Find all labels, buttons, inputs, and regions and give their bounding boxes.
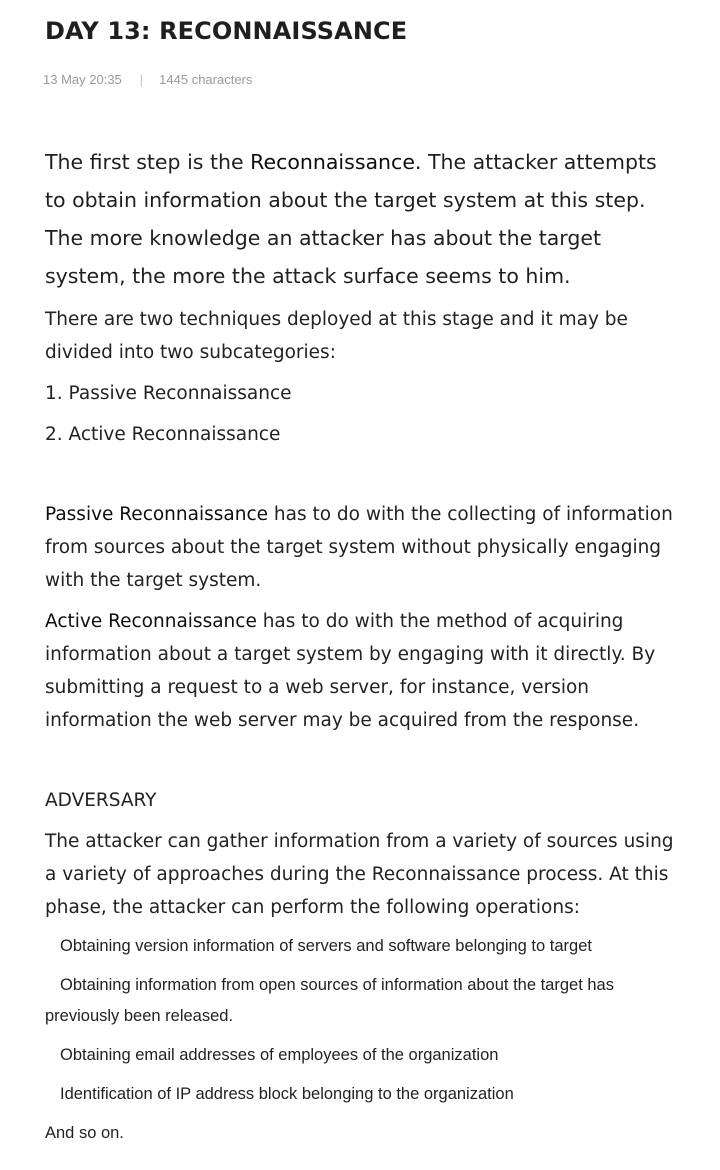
adversary-heading[interactable]: ADVERSARY — [45, 790, 157, 811]
lead-paragraph[interactable] — [45, 143, 681, 295]
operation-item[interactable] — [45, 931, 675, 962]
operation-text: Obtaining information from open sources of information about the target has previously been released. — [45, 976, 614, 1025]
intro-paragraph[interactable]: There are two techniques deployed at this stage and it may be divided into two subcategories: — [45, 309, 628, 363]
lead-text-after: The attacker attempts to obtain information about the target system at this step. The more knowledge an attacker has about the target system, the more the attack surface seems to him. — [45, 150, 657, 288]
note-timestamp: 13 May 20:35 — [43, 72, 122, 87]
closing-line[interactable]: And so on. — [45, 1124, 124, 1142]
operation-item[interactable] — [45, 970, 675, 1032]
operation-text: Obtaining email addresses of employees of the organization — [60, 1046, 499, 1064]
adversary-paragraph[interactable]: The attacker can gather information from a variety of sources using a variety of approaches during the Reconnaissance process. At this phase, the attacker can perform the following operations: — [45, 831, 674, 918]
list-item-passive[interactable]: 1. Passive Reconnaissance — [45, 383, 292, 404]
character-count: 1445 characters — [159, 72, 253, 87]
list-item-active[interactable]: 2. Active Reconnaissance — [45, 424, 281, 445]
note-meta — [43, 72, 252, 87]
active-paragraph[interactable] — [45, 605, 677, 737]
lead-emphasis: Reconnaissance. — [250, 150, 422, 174]
lead-text-before: The first step is the — [45, 150, 251, 174]
passive-text: has to do with the collecting of information from sources about the target system without physically engaging with the target system. — [45, 504, 673, 591]
active-term: Active Reconnaissance — [45, 611, 257, 632]
meta-separator: | — [139, 72, 144, 87]
active-text: has to do with the method of acquiring information about a target system by engaging with it directly. By submitting a request to a web server, for instance, version information the web server may be acquired from the response. — [45, 611, 656, 731]
page-title: DAY 13: RECONNAISSANCE — [45, 17, 408, 45]
operation-item[interactable] — [45, 1079, 675, 1110]
passive-paragraph[interactable] — [45, 498, 677, 597]
operation-text: Identification of IP address block belonging to the organization — [60, 1085, 514, 1103]
operation-item[interactable] — [45, 1040, 675, 1071]
operation-text: Obtaining version information of servers and software belonging to target — [60, 937, 592, 955]
passive-term: Passive Reconnaissance — [45, 504, 269, 525]
